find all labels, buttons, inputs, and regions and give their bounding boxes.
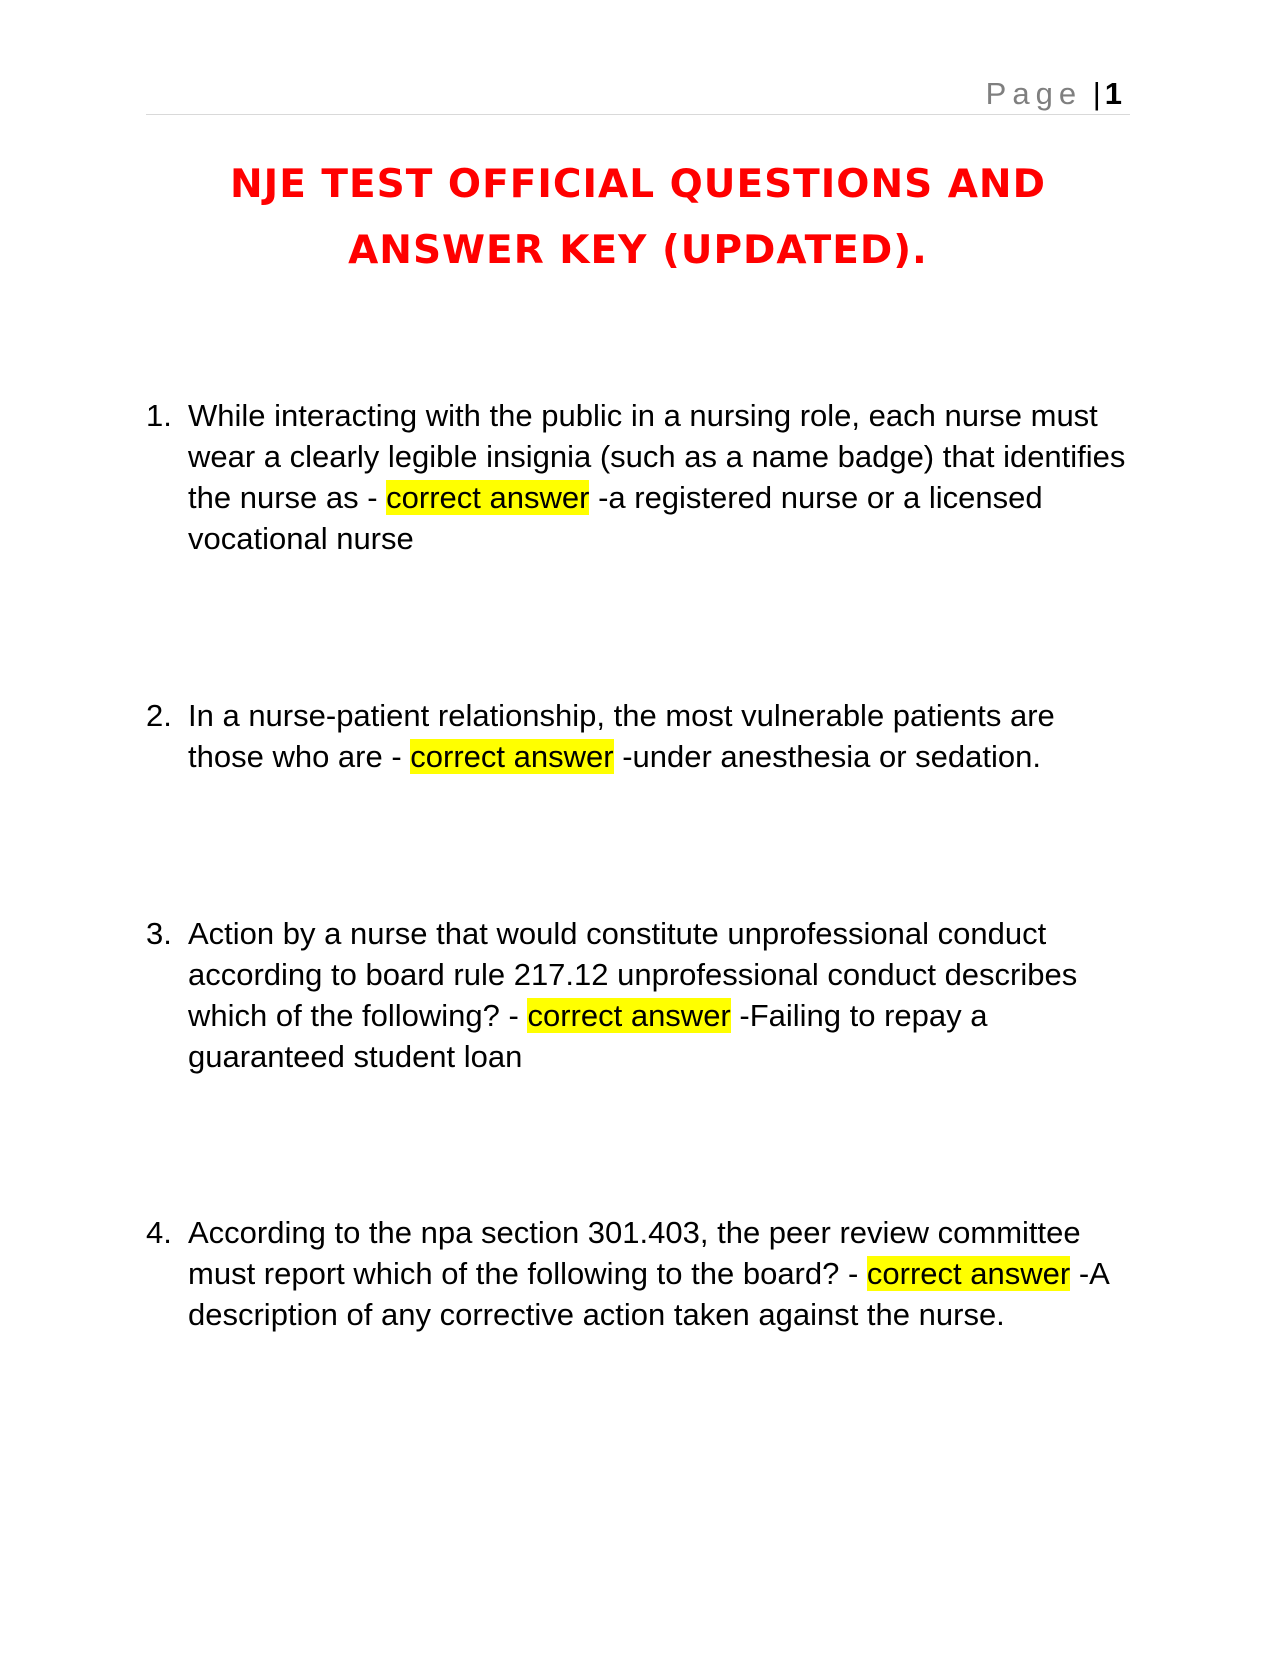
question-text: While interacting with the public in a nursing role, each nurse must wear a clearly legible insignia (such as a name badge) that identifies the nurse as -: [188, 398, 1126, 515]
page-header: [146, 72, 1130, 115]
question-body: [188, 1212, 1130, 1335]
page-separator: |: [1092, 76, 1101, 111]
title-line-1: NJE TEST OFFICIAL QUESTIONS AND: [230, 162, 1046, 207]
question-number: 1.: [146, 398, 172, 433]
answer-text: -A description of any corrective action taken against the nurse.: [188, 1256, 1109, 1332]
correct-answer-highlight: correct answer: [866, 1256, 1071, 1291]
question-number: 4.: [146, 1215, 172, 1250]
question-text: According to the npa section 301.403, the peer review committee must report which of the following to the board? -: [188, 1215, 1081, 1291]
answer-text: -Failing to repay a guaranteed student loan: [188, 998, 988, 1074]
question-text: In a nurse-patient relationship, the most vulnerable patients are those who are -: [188, 698, 1055, 774]
page-number: 1: [1104, 76, 1122, 111]
question-body: [188, 395, 1130, 559]
question-item-2: [146, 695, 1130, 777]
correct-answer-highlight: correct answer: [527, 998, 731, 1033]
question-body: [188, 695, 1130, 777]
question-number: 3.: [146, 916, 172, 951]
question-item-1: [146, 395, 1130, 559]
correct-answer-highlight: correct answer: [386, 480, 590, 515]
correct-answer-highlight: correct answer: [410, 739, 614, 774]
answer-text: -a registered nurse or a licensed vocational nurse: [188, 480, 1043, 556]
page-number-label: [986, 76, 1122, 112]
question-item-3: [146, 913, 1130, 1077]
answer-text: -under anesthesia or sedation.: [613, 739, 1041, 774]
title-line-2: ANSWER KEY (UPDATED).: [348, 228, 928, 273]
question-text: Action by a nurse that would constitute unprofessional conduct according to board rule 217.12 unprofessional conduct describes which of the following? -: [188, 916, 1078, 1033]
question-number: 2.: [146, 698, 172, 733]
question-body: [188, 913, 1130, 1077]
page-word: Page: [985, 76, 1083, 111]
document-title: [146, 152, 1130, 284]
question-item-4: [146, 1212, 1130, 1335]
